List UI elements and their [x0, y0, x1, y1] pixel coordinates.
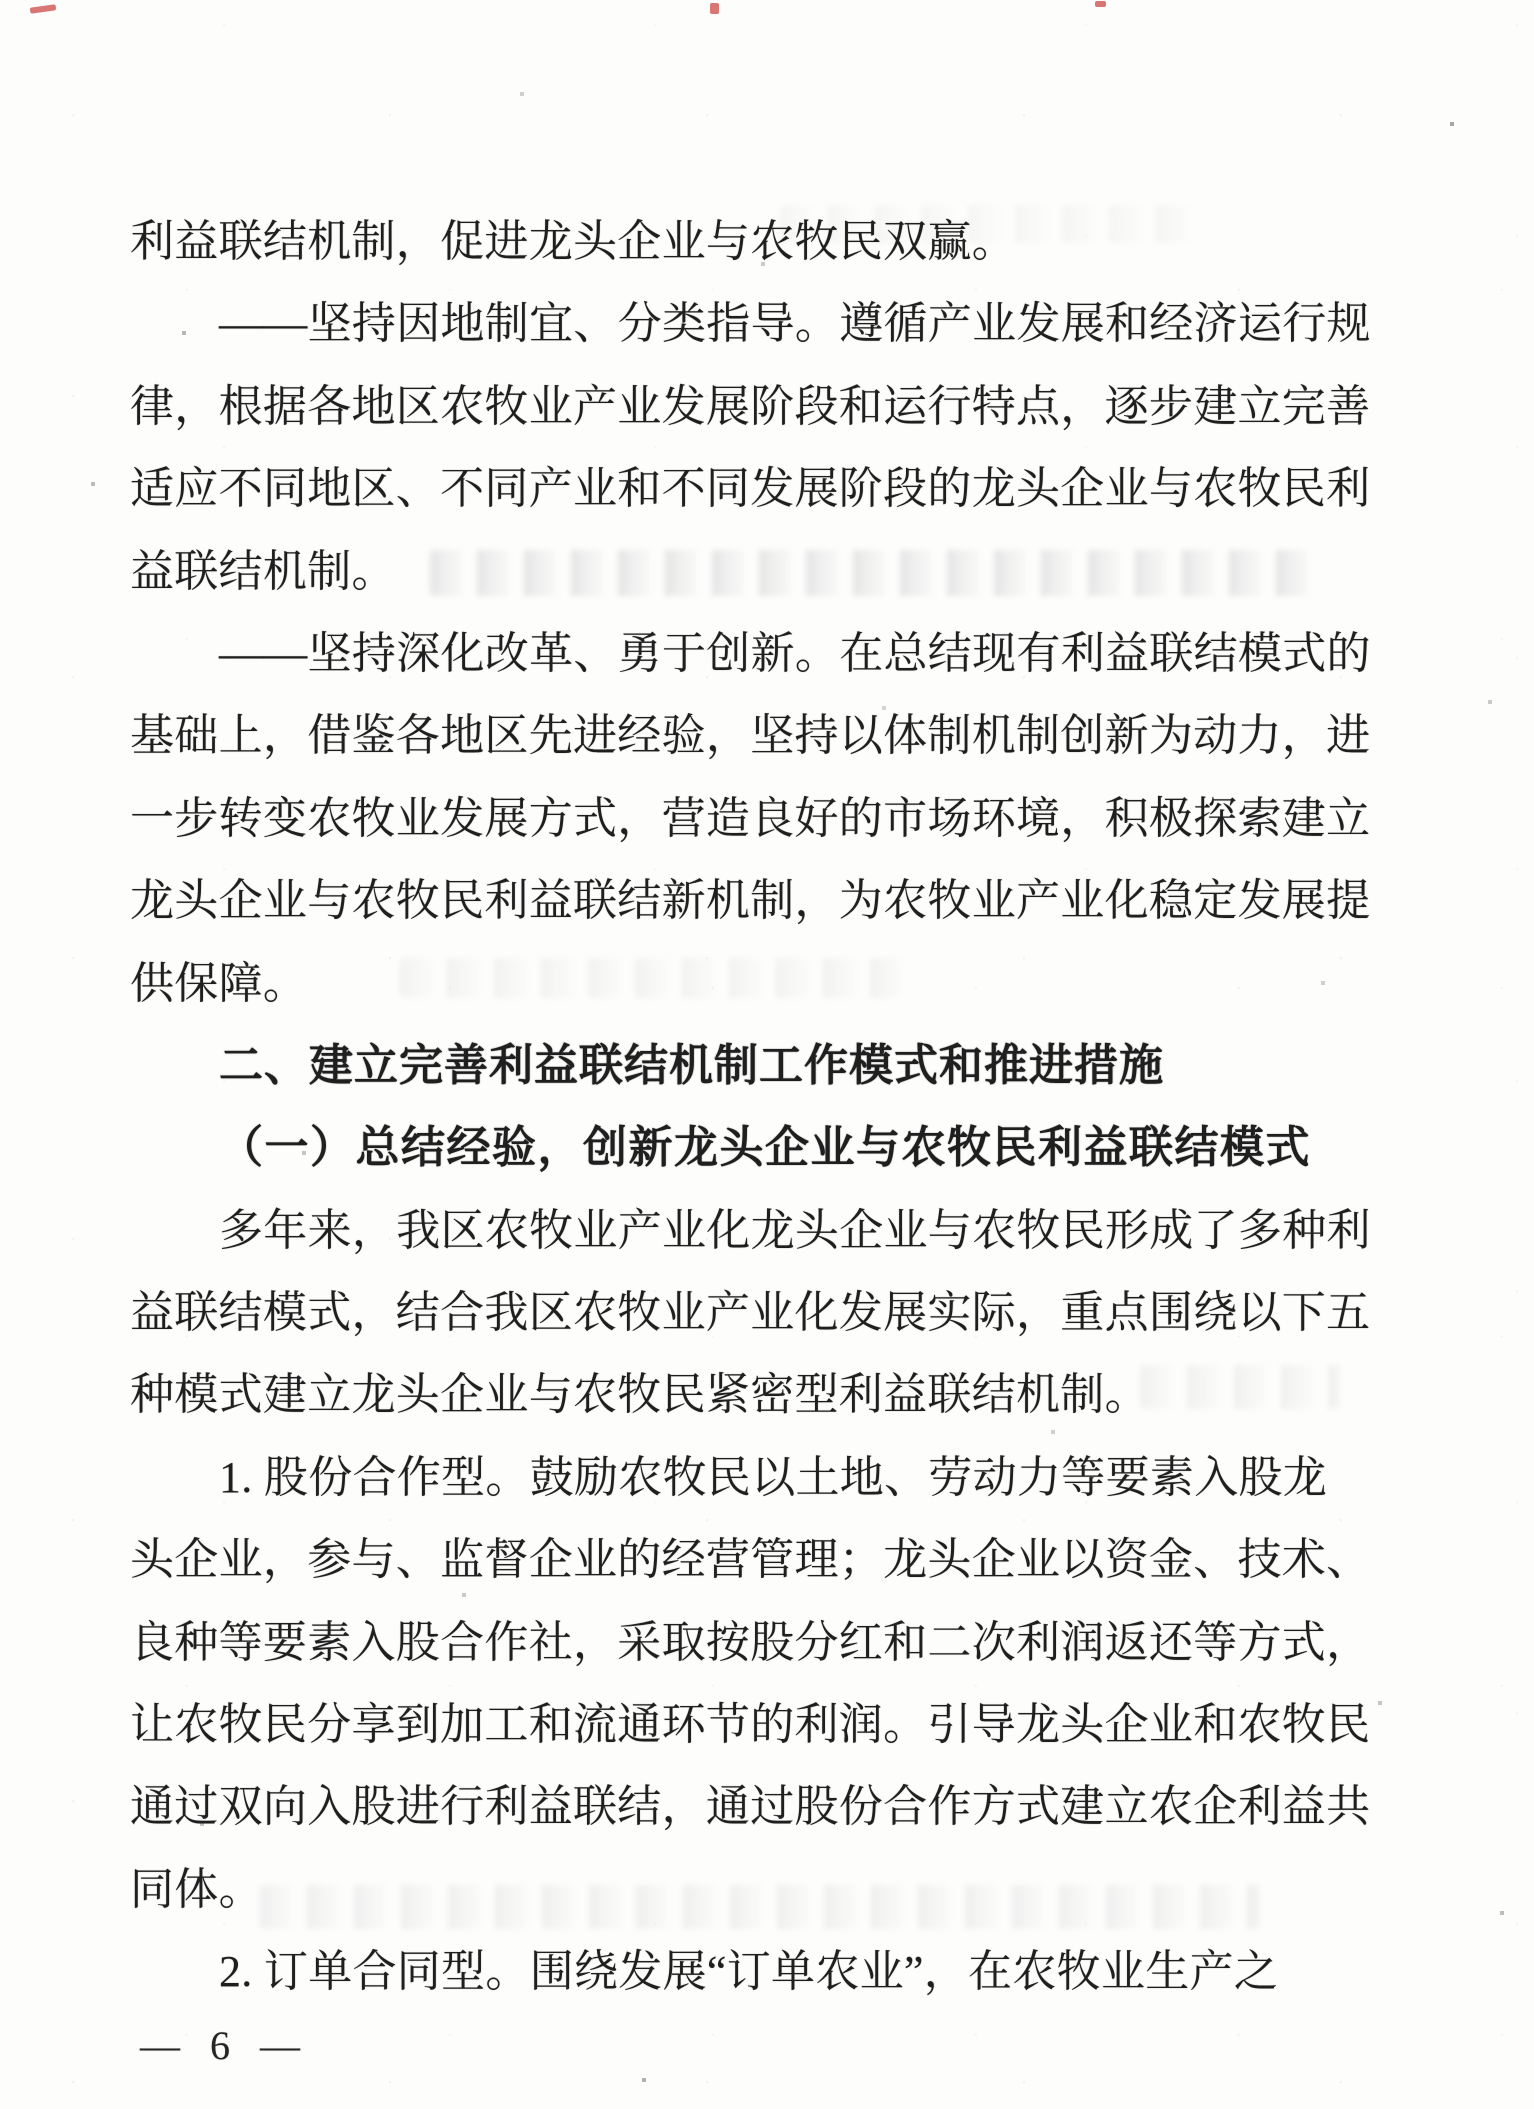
- text-line: 让农牧民分享到加工和流通环节的利润。引导龙头企业和农牧民: [130, 1700, 1371, 1750]
- text-line: 一步转变农牧业发展方式，营造良好的市场环境，积极探索建立: [130, 793, 1371, 843]
- document-body: [130, 201, 1376, 2014]
- text-line: 头企业，参与、监督企业的经营管理；龙头企业以资金、技术、: [130, 1535, 1371, 1585]
- text-line: 供保障。: [130, 958, 308, 1008]
- scan-artifact-red: [30, 4, 57, 14]
- text-line: 同体。: [130, 1864, 263, 1914]
- text-line: 通过双向入股进行利益联结，通过股份合作方式建立农企利益共: [130, 1782, 1371, 1832]
- text-line: 律，根据各地区农牧业产业发展阶段和运行特点，逐步建立完善: [130, 381, 1371, 431]
- section-heading-line: 二、建立完善利益联结机制工作模式和推进措施: [219, 1039, 1164, 1091]
- text-line: 良种等要素入股合作社，采取按股分红和二次利润返还等方式，: [130, 1617, 1371, 1667]
- text-line: ——坚持因地制宜、分类指导。遵循产业发展和经济运行规: [219, 299, 1371, 349]
- text-line: 利益联结机制，促进龙头企业与农牧民双赢。: [130, 217, 1016, 266]
- subsection-heading-line: （一）总结经验，创新龙头企业与农牧民利益联结模式: [219, 1123, 1311, 1173]
- page-number: — 6 —: [140, 2023, 310, 2068]
- text-line: 种模式建立龙头企业与农牧民紧密型利益联结机制。: [130, 1370, 1149, 1420]
- text-line: 1. 股份合作型。鼓励农牧民以土地、劳动力等要素入股龙: [219, 1452, 1328, 1502]
- text-line: 适应不同地区、不同产业和不同发展阶段的龙头企业与农牧民利: [130, 464, 1371, 514]
- text-line: 多年来，我区农牧业产业化龙头企业与农牧民形成了多种利: [219, 1205, 1371, 1255]
- text-line: 龙头企业与农牧民利益联结新机制，为农牧业产业化稳定发展提: [130, 876, 1371, 926]
- text-line: 益联结机制。: [130, 546, 396, 596]
- text-line: 基础上，借鉴各地区先进经验，坚持以体制机制创新为动力，进: [130, 711, 1371, 761]
- text-line: 2. 订单合同型。围绕发展“订单农业”，在农牧业生产之: [219, 1947, 1279, 1997]
- text-line: ——坚持深化改革、勇于创新。在总结现有利益联结模式的: [219, 628, 1371, 678]
- text-line: 益联结模式，结合我区农牧业产业化发展实际，重点围绕以下五: [130, 1288, 1371, 1338]
- scan-artifact-red: [710, 3, 719, 14]
- scan-artifact-red: [1095, 1, 1106, 7]
- scan-noise: [0, 0, 2, 2]
